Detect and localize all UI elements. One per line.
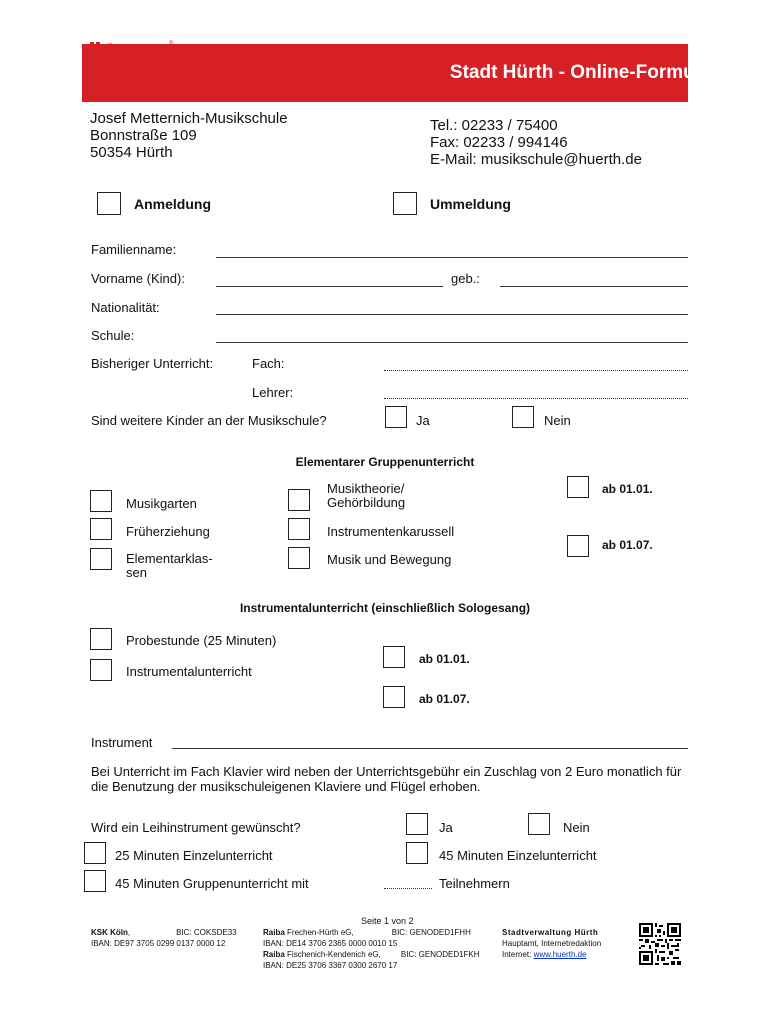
instrumental-ab0101-checkbox[interactable] [383, 646, 405, 668]
probestunde-label: Probestunde (25 Minuten) [126, 633, 277, 648]
frueherziehung-checkbox[interactable] [90, 518, 112, 540]
address-line-2: Bonnstraße 109 [90, 127, 197, 144]
instrumental-heading: Instrumentalunterricht (einschließlich Sologesang) [239, 601, 531, 615]
raiba2-bic: BIC: GENODED1FKH [400, 950, 480, 959]
org-block [502, 927, 601, 960]
musikgarten-label: Musikgarten [126, 496, 197, 511]
gruppe45-checkbox[interactable] [84, 870, 106, 892]
elementar-ab0107-label: ab 01.07. [602, 538, 653, 552]
page-number: Seite 1 von 2 [361, 916, 414, 926]
lehrer-label: Lehrer: [252, 385, 294, 400]
musik-bewegung-label: Musik und Bewegung [327, 552, 452, 567]
raiba2-name: Raiba [263, 950, 285, 959]
nationalitaet-label: Nationalität: [91, 300, 160, 315]
fach-label: Fach: [252, 356, 285, 371]
musiktheorie-label-line-1: Musiktheorie/ [327, 481, 405, 496]
instrumentalunterricht-checkbox[interactable] [90, 659, 112, 681]
leih-ja-label: Ja [439, 820, 453, 835]
ksk-name: KSK Köln [91, 928, 128, 937]
contact-fax: Fax: 02233 / 994146 [430, 134, 568, 151]
elementarklassen-label-line-2: sen [126, 565, 147, 580]
teilnehmer-count-field[interactable] [384, 888, 432, 889]
raiba2-place: Fischenich-Kendenich eG, [287, 950, 381, 959]
elementarklassen-checkbox[interactable] [90, 548, 112, 570]
geb-field[interactable] [500, 286, 688, 287]
probestunde-checkbox[interactable] [90, 628, 112, 650]
gruppe45-label: 45 Minuten Gruppenunterricht mit [115, 876, 309, 891]
ksk-iban: IBAN: DE97 3705 0299 0137 0000 12 [91, 939, 226, 948]
leih-nein-label: Nein [563, 820, 590, 835]
musiktheorie-checkbox[interactable] [288, 489, 310, 511]
elementar-ab0107-checkbox[interactable] [567, 535, 589, 557]
instrument-label: Instrument [91, 735, 153, 750]
fach-field[interactable] [384, 370, 688, 371]
address-line-1: Josef Metternich-Musikschule [90, 110, 288, 127]
contact-email: E-Mail: musikschule@huerth.de [430, 151, 642, 168]
org-dept: Hauptamt, Internetredaktion [502, 939, 602, 948]
ksk-bic: BIC: COKSDE33 [176, 928, 237, 937]
instrumentenkarussell-label: Instrumentenkarussell [327, 524, 455, 539]
nationalitaet-field[interactable] [216, 314, 688, 315]
anmeldung-label: Anmeldung [134, 196, 211, 212]
ksk-bank-block: KSK Köln, BIC: COKSDE33 IBAN: DE97 3705 0299 0137 0000 12 [91, 928, 237, 948]
page-title: Stadt Hürth - Online-Formular [449, 62, 718, 83]
ummeldung-checkbox[interactable] [393, 192, 417, 215]
leih-ja-checkbox[interactable] [406, 813, 428, 835]
weitere-nein-label: Nein [544, 413, 571, 428]
einzel25-label: 25 Minuten Einzelunterricht [115, 848, 273, 863]
raiba1-bic: BIC: GENODED1FHH [391, 928, 471, 937]
internet-label: Internet: [502, 950, 532, 959]
bisheriger-label: Bisheriger Unterricht: [91, 356, 214, 371]
klavier-notice-line-2: die Benutzung der musikschuleigenen Klaviere und Flügel erhoben. [91, 779, 481, 794]
teilnehmern-label: Teilnehmern [439, 876, 510, 891]
klavier-notice [91, 764, 691, 794]
familienname-label: Familienname: [91, 242, 177, 257]
elementarklassen-label [126, 552, 213, 580]
instrumentenkarussell-checkbox[interactable] [288, 518, 310, 540]
internet-link[interactable]: www.huerth.de [533, 950, 587, 959]
address-line-3: 50354 Hürth [90, 144, 173, 161]
raiba1-name: Raiba [263, 928, 285, 937]
address-block [90, 110, 288, 161]
klavier-notice-line-1: Bei Unterricht im Fach Klavier wird neben der Unterrichtsgebühr ein Zuschlag von 2 Euro monatlich für [91, 764, 682, 779]
weitere-nein-checkbox[interactable] [512, 406, 534, 428]
contact-tel: Tel.: 02233 / 75400 [430, 117, 558, 134]
einzel25-checkbox[interactable] [84, 842, 106, 864]
musiktheorie-label-line-2: Gehörbildung [327, 495, 406, 510]
weitere-ja-checkbox[interactable] [385, 406, 407, 428]
weitere-kinder-label: Sind weitere Kinder an der Musikschule? [91, 413, 327, 428]
vorname-field[interactable] [216, 286, 443, 287]
instrument-field[interactable] [172, 748, 688, 749]
lehrer-field[interactable] [384, 398, 688, 399]
raiba1-place: Frechen-Hürth eG, [287, 928, 354, 937]
elementar-ab0101-label: ab 01.01. [602, 482, 653, 496]
geb-label: geb.: [451, 271, 480, 286]
contact-block [430, 117, 642, 168]
elementar-ab0101-checkbox[interactable] [567, 476, 589, 498]
elementarklassen-label-line-1: Elementarklas- [126, 551, 213, 566]
instrumentalunterricht-label: Instrumentalunterricht [126, 664, 252, 679]
schule-label: Schule: [91, 328, 135, 343]
musiktheorie-label [327, 482, 405, 510]
leih-question: Wird ein Leihinstrument gewünscht? [91, 820, 301, 835]
raiba1-iban: IBAN: DE14 3706 2365 0000 0010 15 [263, 939, 398, 948]
weitere-ja-label: Ja [416, 413, 430, 428]
raiba2-iban: IBAN: DE25 3706 3367 0300 2670 17 [263, 961, 398, 970]
einzel45-checkbox[interactable] [406, 842, 428, 864]
leih-nein-checkbox[interactable] [528, 813, 550, 835]
frueherziehung-label: Früherziehung [126, 524, 210, 539]
qr-code-icon [639, 923, 681, 965]
instrumental-ab0107-label: ab 01.07. [419, 692, 470, 706]
anmeldung-checkbox[interactable] [97, 192, 121, 215]
ummeldung-label: Ummeldung [430, 196, 511, 212]
raiba-bank-block [263, 927, 480, 971]
vorname-label: Vorname (Kind): [91, 271, 185, 286]
org-name: Stadtverwaltung Hürth [502, 928, 599, 937]
instrumental-ab0101-label: ab 01.01. [419, 652, 470, 666]
familienname-field[interactable] [216, 257, 688, 258]
elementar-heading: Elementarer Gruppenunterricht [295, 455, 475, 469]
musik-bewegung-checkbox[interactable] [288, 547, 310, 569]
schule-field[interactable] [216, 342, 688, 343]
einzel45-label: 45 Minuten Einzelunterricht [439, 848, 597, 863]
instrumental-ab0107-checkbox[interactable] [383, 686, 405, 708]
musikgarten-checkbox[interactable] [90, 490, 112, 512]
